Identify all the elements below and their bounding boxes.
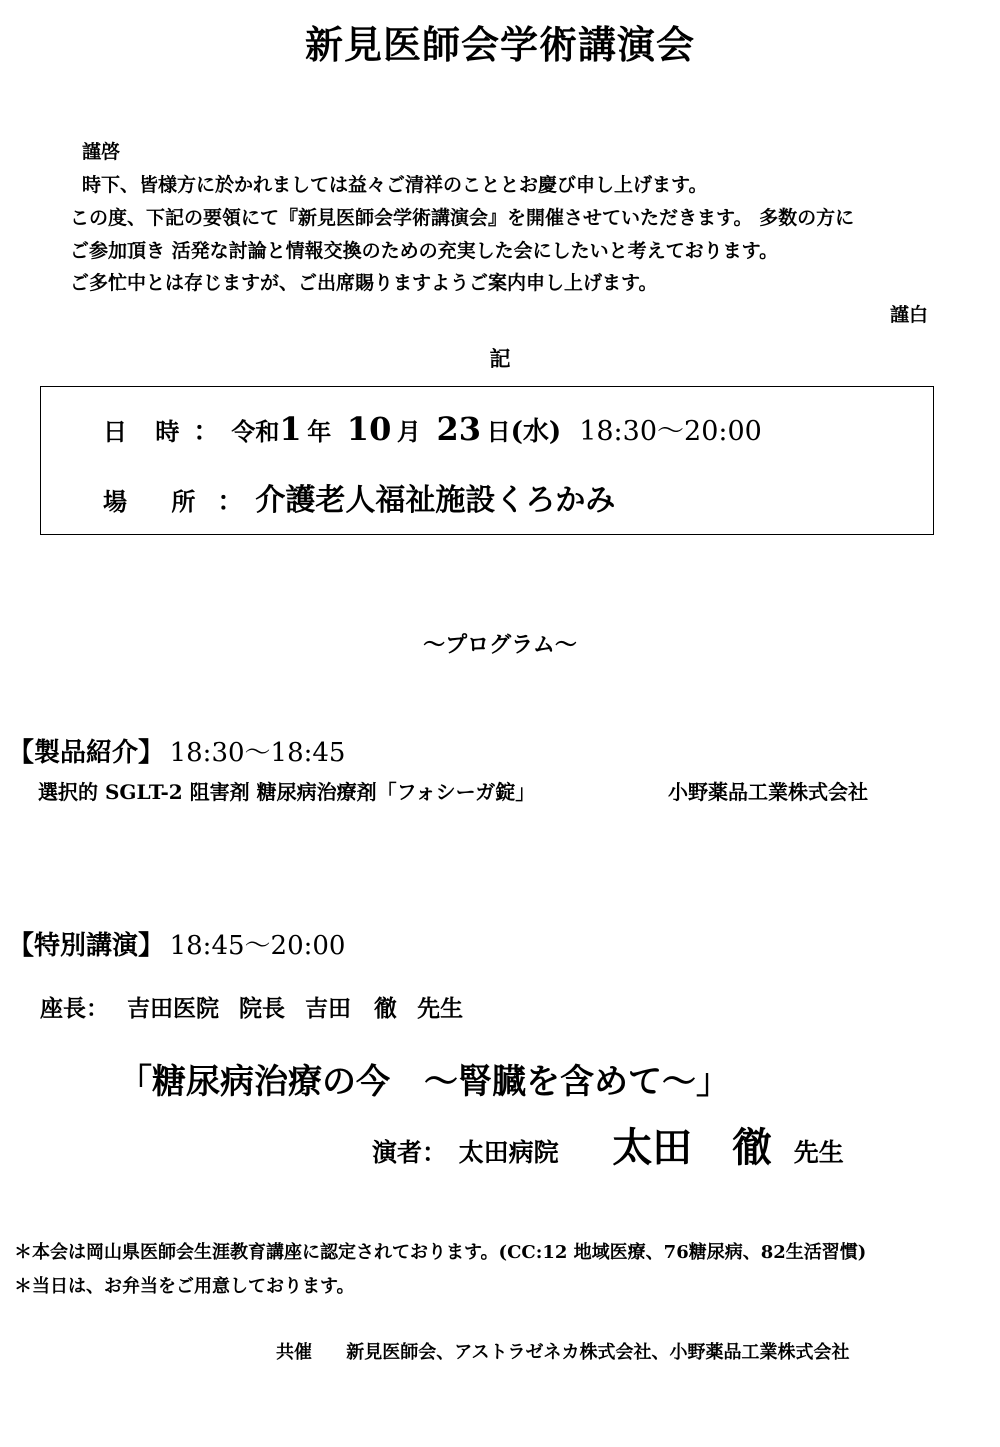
date-day: 23 bbox=[436, 410, 482, 448]
date-day-unit: 日 bbox=[486, 417, 511, 446]
special-lecture-heading: 【特別講演】 bbox=[8, 931, 165, 961]
date-label: 日 時 bbox=[103, 417, 190, 446]
greeting-line-4: ご多忙中とは存じますが、ご出席賜りますようご案内申し上げます。 bbox=[70, 272, 658, 294]
venue-name: 介護老人福祉施設くろかみ bbox=[255, 483, 616, 518]
date-year-unit: 年 bbox=[307, 417, 332, 446]
product-intro-header bbox=[8, 732, 345, 769]
date-era: 令和 bbox=[231, 417, 280, 446]
speaker-label: 演者： bbox=[372, 1138, 448, 1167]
page-title: 新見医師会学術講演会 bbox=[304, 22, 695, 67]
chair-honorific: 先生 bbox=[417, 995, 464, 1022]
place-colon: ： bbox=[217, 487, 244, 517]
chair-name: 吉田 徹 bbox=[305, 995, 398, 1022]
greeting-line-1: 時下、皆様方に於かれましては益々ご清祥のこととお慶び申し上げます。 bbox=[82, 174, 708, 196]
date-month-unit: 月 bbox=[396, 417, 421, 446]
cohost-label: 共催 bbox=[276, 1342, 312, 1363]
note-cme-certification: ＊本会は岡山県医師会生涯教育講座に認定されております。(CC:12 地域医療、76糖尿病、82生活習慣) bbox=[14, 1242, 867, 1263]
date-row bbox=[103, 409, 762, 448]
note-bento: ＊当日は、お弁当をご用意しております。 bbox=[14, 1276, 355, 1297]
date-colon: ： bbox=[193, 417, 220, 447]
chair-label: 座長： bbox=[40, 995, 109, 1022]
place-label: 場 所 bbox=[103, 487, 214, 516]
product-intro-description: 選択的 SGLT-2 阻害剤 糖尿病治療剤「フォシーガ錠」 bbox=[38, 780, 536, 804]
date-weekday: (水) bbox=[510, 417, 562, 447]
speaker-affiliation: 太田病院 bbox=[458, 1138, 559, 1167]
product-intro-time: 18:30～18:45 bbox=[169, 738, 346, 768]
chair-affiliation: 吉田医院 bbox=[127, 995, 220, 1022]
product-intro-heading: 【製品紹介】 bbox=[8, 738, 165, 768]
place-row bbox=[103, 475, 615, 519]
program-heading: ～プログラム～ bbox=[423, 632, 577, 658]
lecture-title: 「糖尿病治療の今 ～腎臓を含めて～」 bbox=[118, 1062, 730, 1102]
greeting-opening: 謹啓 bbox=[82, 141, 121, 163]
chair-title: 院長 bbox=[239, 995, 286, 1022]
product-intro-company: 小野薬品工業株式会社 bbox=[668, 780, 868, 804]
special-lecture-time: 18:45～20:00 bbox=[169, 931, 346, 961]
cohost-line bbox=[276, 1338, 850, 1364]
special-lecture-header bbox=[8, 925, 345, 962]
date-month: 10 bbox=[346, 410, 392, 448]
greeting-line-2: この度、下記の要領にて『新見医師会学術講演会』を開催させていただきます。 多数の方に bbox=[70, 207, 855, 229]
speaker-honorific: 先生 bbox=[793, 1138, 844, 1167]
chair-line bbox=[40, 990, 463, 1023]
date-year: 1 bbox=[279, 410, 302, 448]
cohost-organizations: 新見医師会、アストラゼネカ株式会社、小野薬品工業株式会社 bbox=[346, 1342, 850, 1363]
ki-heading: 記 bbox=[489, 346, 511, 371]
speaker-name: 太田 徹 bbox=[612, 1124, 773, 1171]
date-time: 18:30～20:00 bbox=[579, 416, 762, 447]
greeting-closing: 謹白 bbox=[890, 304, 929, 326]
greeting-line-3: ご参加頂き 活発な討論と情報交換のための充実した会にしたいと考えております。 bbox=[70, 240, 779, 262]
speaker-line bbox=[372, 1116, 844, 1173]
event-details-box bbox=[40, 386, 934, 535]
